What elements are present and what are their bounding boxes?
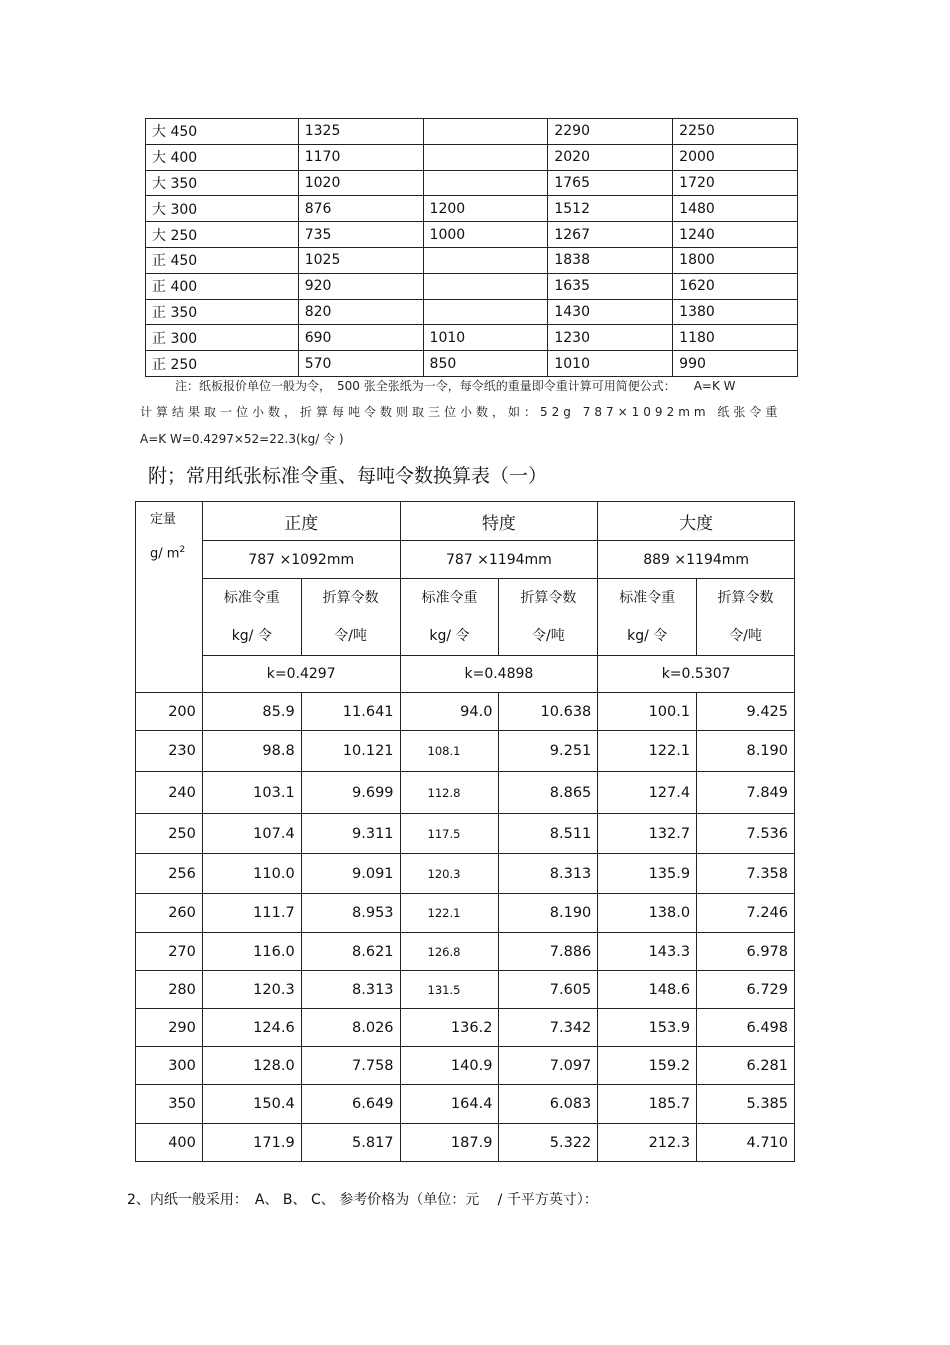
price-cell — [423, 170, 548, 196]
price-cell: 1765 — [548, 170, 673, 196]
value-cell: 131.5 — [400, 971, 499, 1009]
value-cell: 9.091 — [301, 854, 400, 894]
value-cell: 85.9 — [202, 693, 301, 731]
group-k-zhengdu: k=0.4297 — [202, 656, 400, 693]
conversion-row — [136, 894, 795, 933]
value-cell: 6.729 — [697, 971, 795, 1009]
price-cell — [423, 119, 548, 145]
count-col-header-label: 折算令数 — [717, 590, 774, 606]
count-col-header-label: 折算令数 — [322, 590, 379, 606]
price-cell: 1240 — [673, 222, 798, 248]
value-cell: 4.710 — [697, 1124, 795, 1162]
conversion-row — [136, 1009, 795, 1047]
price-cell: 大 450 — [146, 119, 299, 145]
value-cell: 6.083 — [499, 1085, 598, 1124]
value-cell: 5.817 — [301, 1124, 400, 1162]
count-col-header-label: 折算令数 — [520, 590, 577, 606]
price-cell: 1170 — [298, 144, 423, 170]
weight-col-header-unit: kg/ 令 — [627, 628, 668, 644]
conversion-row — [136, 933, 795, 971]
value-cell: 8.621 — [301, 933, 400, 971]
basis-weight-cell: 300 — [136, 1047, 203, 1085]
value-cell: 143.3 — [598, 933, 697, 971]
price-row — [146, 325, 798, 351]
group-k-dadu: k=0.5307 — [598, 656, 795, 693]
weight-col-header-label: 标准令重 — [619, 590, 676, 606]
weight-col-header — [598, 579, 697, 656]
value-cell: 6.978 — [697, 933, 795, 971]
price-row — [146, 170, 798, 196]
group-name-zhengdu: 正度 — [202, 502, 400, 541]
weight-col-header — [400, 579, 499, 656]
basis-weight-cell: 270 — [136, 933, 203, 971]
price-row — [146, 222, 798, 248]
price-cell: 大 250 — [146, 222, 299, 248]
value-cell: 8.190 — [697, 731, 795, 772]
value-cell: 6.498 — [697, 1009, 795, 1047]
value-cell: 9.251 — [499, 731, 598, 772]
price-cell: 正 350 — [146, 299, 299, 325]
note-line-2: 计算结果取一位小数，折算每吨令数则取三位小数，如：52g 787×1092mm 纸张令重 — [140, 405, 782, 419]
basis-weight-cell: 230 — [136, 731, 203, 772]
price-cell: 990 — [673, 351, 798, 377]
value-cell: 120.3 — [400, 854, 499, 894]
price-cell: 1430 — [548, 299, 673, 325]
header-corner-cell — [136, 502, 203, 693]
basis-weight-cell: 240 — [136, 772, 203, 814]
price-cell — [423, 247, 548, 273]
value-cell: 171.9 — [202, 1124, 301, 1162]
price-cell: 850 — [423, 351, 548, 377]
price-cell: 2020 — [548, 144, 673, 170]
price-cell: 1838 — [548, 247, 673, 273]
price-cell: 1512 — [548, 196, 673, 222]
price-cell: 大 300 — [146, 196, 299, 222]
price-cell: 920 — [298, 273, 423, 299]
basis-weight-label: 定量 — [150, 512, 177, 527]
count-col-header-unit: 令/吨 — [729, 628, 762, 644]
value-cell: 98.8 — [202, 731, 301, 772]
weight-col-header-label: 标准令重 — [223, 590, 280, 606]
price-cell: 2000 — [673, 144, 798, 170]
value-cell: 10.638 — [499, 693, 598, 731]
value-cell: 9.311 — [301, 814, 400, 854]
price-cell: 1325 — [298, 119, 423, 145]
note-line-3: A=K W=0.4297×52=22.3(kg/ 令 ) — [140, 432, 344, 446]
count-col-header-unit: 令/吨 — [334, 628, 367, 644]
count-col-header — [499, 579, 598, 656]
price-cell: 1267 — [548, 222, 673, 248]
conversion-row — [136, 1124, 795, 1162]
group-name-tedu: 特度 — [400, 502, 598, 541]
price-row — [146, 119, 798, 145]
price-cell: 1800 — [673, 247, 798, 273]
value-cell: 116.0 — [202, 933, 301, 971]
value-cell: 5.385 — [697, 1085, 795, 1124]
price-cell: 大 400 — [146, 144, 299, 170]
conversion-row — [136, 693, 795, 731]
weight-col-header-unit: kg/ 令 — [231, 628, 272, 644]
count-col-header — [697, 579, 795, 656]
value-cell: 7.097 — [499, 1047, 598, 1085]
value-cell: 7.605 — [499, 971, 598, 1009]
value-cell: 132.7 — [598, 814, 697, 854]
value-cell: 8.953 — [301, 894, 400, 933]
value-cell: 6.281 — [697, 1047, 795, 1085]
basis-weight-cell: 200 — [136, 693, 203, 731]
conversion-row — [136, 971, 795, 1009]
value-cell: 7.358 — [697, 854, 795, 894]
basis-weight-cell: 350 — [136, 1085, 203, 1124]
price-row — [146, 144, 798, 170]
value-cell: 150.4 — [202, 1085, 301, 1124]
conversion-row — [136, 1047, 795, 1085]
value-cell: 7.536 — [697, 814, 795, 854]
basis-weight-cell: 400 — [136, 1124, 203, 1162]
count-col-header — [301, 579, 400, 656]
price-row — [146, 196, 798, 222]
price-row — [146, 299, 798, 325]
value-cell: 138.0 — [598, 894, 697, 933]
price-cell: 1010 — [423, 325, 548, 351]
value-cell: 122.1 — [598, 731, 697, 772]
weight-col-header-label: 标准令重 — [421, 590, 478, 606]
price-cell: 1020 — [298, 170, 423, 196]
value-cell: 148.6 — [598, 971, 697, 1009]
price-cell — [423, 273, 548, 299]
value-cell: 164.4 — [400, 1085, 499, 1124]
value-cell: 107.4 — [202, 814, 301, 854]
price-cell: 1480 — [673, 196, 798, 222]
price-cell: 1620 — [673, 273, 798, 299]
price-cell: 820 — [298, 299, 423, 325]
group-size-dadu: 889 ×1194mm — [598, 541, 795, 579]
subheader-row — [136, 579, 795, 656]
price-cell: 大 350 — [146, 170, 299, 196]
conversion-table-body — [136, 693, 795, 1162]
price-cell: 876 — [298, 196, 423, 222]
value-cell: 7.758 — [301, 1047, 400, 1085]
price-cell: 正 450 — [146, 247, 299, 273]
value-cell: 5.322 — [499, 1124, 598, 1162]
price-cell: 1000 — [423, 222, 548, 248]
conversion-row — [136, 772, 795, 814]
value-cell: 117.5 — [400, 814, 499, 854]
price-cell: 1010 — [548, 351, 673, 377]
group-size-tedu: 787 ×1194mm — [400, 541, 598, 579]
price-table-body — [146, 119, 798, 377]
conversion-row — [136, 854, 795, 894]
value-cell: 10.121 — [301, 731, 400, 772]
value-cell: 111.7 — [202, 894, 301, 933]
value-cell: 112.8 — [400, 772, 499, 814]
price-cell: 1380 — [673, 299, 798, 325]
price-row — [146, 247, 798, 273]
price-cell: 正 300 — [146, 325, 299, 351]
weight-col-header — [202, 579, 301, 656]
price-cell: 1200 — [423, 196, 548, 222]
price-cell: 570 — [298, 351, 423, 377]
value-cell: 127.4 — [598, 772, 697, 814]
price-cell: 2290 — [548, 119, 673, 145]
value-cell: 159.2 — [598, 1047, 697, 1085]
price-row — [146, 351, 798, 377]
value-cell: 7.849 — [697, 772, 795, 814]
conversion-row — [136, 1085, 795, 1124]
conversion-row — [136, 814, 795, 854]
value-cell: 11.641 — [301, 693, 400, 731]
value-cell: 9.425 — [697, 693, 795, 731]
price-cell: 2250 — [673, 119, 798, 145]
footer-line: 2、内纸一般采用： A、 B、 C、 参考价格为（单位：元 / 千平方英寸）： — [127, 1192, 598, 1208]
group-name-dadu: 大度 — [598, 502, 795, 541]
price-cell: 1180 — [673, 325, 798, 351]
value-cell: 6.649 — [301, 1085, 400, 1124]
value-cell: 122.1 — [400, 894, 499, 933]
value-cell: 110.0 — [202, 854, 301, 894]
price-table — [145, 118, 798, 377]
value-cell: 108.1 — [400, 731, 499, 772]
value-cell: 153.9 — [598, 1009, 697, 1047]
price-cell — [423, 144, 548, 170]
value-cell: 187.9 — [400, 1124, 499, 1162]
conversion-table — [135, 501, 795, 1162]
value-cell: 185.7 — [598, 1085, 697, 1124]
weight-col-header-unit: kg/ 令 — [429, 628, 470, 644]
value-cell: 7.246 — [697, 894, 795, 933]
value-cell: 100.1 — [598, 693, 697, 731]
group-size-zhengdu: 787 ×1092mm — [202, 541, 400, 579]
value-cell: 8.026 — [301, 1009, 400, 1047]
value-cell: 120.3 — [202, 971, 301, 1009]
price-cell: 正 400 — [146, 273, 299, 299]
basis-weight-cell: 260 — [136, 894, 203, 933]
value-cell: 135.9 — [598, 854, 697, 894]
price-cell: 1720 — [673, 170, 798, 196]
value-cell: 8.865 — [499, 772, 598, 814]
price-cell: 1025 — [298, 247, 423, 273]
price-cell: 1230 — [548, 325, 673, 351]
value-cell: 94.0 — [400, 693, 499, 731]
price-cell — [423, 299, 548, 325]
note-line-1: 注：纸板报价单位一般为令， 500 张全张纸为一令，每令纸的重量即令重计算可用简便公式： A=K W — [175, 379, 736, 393]
value-cell: 8.511 — [499, 814, 598, 854]
section-heading: 附；常用纸张标准令重、每吨令数换算表（一） — [148, 465, 548, 487]
group-k-tedu: k=0.4898 — [400, 656, 598, 693]
price-cell: 正 250 — [146, 351, 299, 377]
price-cell: 690 — [298, 325, 423, 351]
basis-weight-unit: g/ $m^2$ — [150, 545, 186, 562]
count-col-header-unit: 令/吨 — [532, 628, 565, 644]
price-cell: 735 — [298, 222, 423, 248]
value-cell: 124.6 — [202, 1009, 301, 1047]
value-cell: 9.699 — [301, 772, 400, 814]
value-cell: 7.342 — [499, 1009, 598, 1047]
value-cell: 7.886 — [499, 933, 598, 971]
conversion-row — [136, 731, 795, 772]
value-cell: 140.9 — [400, 1047, 499, 1085]
value-cell: 8.313 — [499, 854, 598, 894]
value-cell: 128.0 — [202, 1047, 301, 1085]
value-cell: 8.313 — [301, 971, 400, 1009]
value-cell: 8.190 — [499, 894, 598, 933]
price-cell: 1635 — [548, 273, 673, 299]
basis-weight-cell: 256 — [136, 854, 203, 894]
value-cell: 212.3 — [598, 1124, 697, 1162]
value-cell: 126.8 — [400, 933, 499, 971]
price-row — [146, 273, 798, 299]
basis-weight-cell: 290 — [136, 1009, 203, 1047]
basis-weight-cell: 280 — [136, 971, 203, 1009]
value-cell: 103.1 — [202, 772, 301, 814]
value-cell: 136.2 — [400, 1009, 499, 1047]
basis-weight-cell: 250 — [136, 814, 203, 854]
